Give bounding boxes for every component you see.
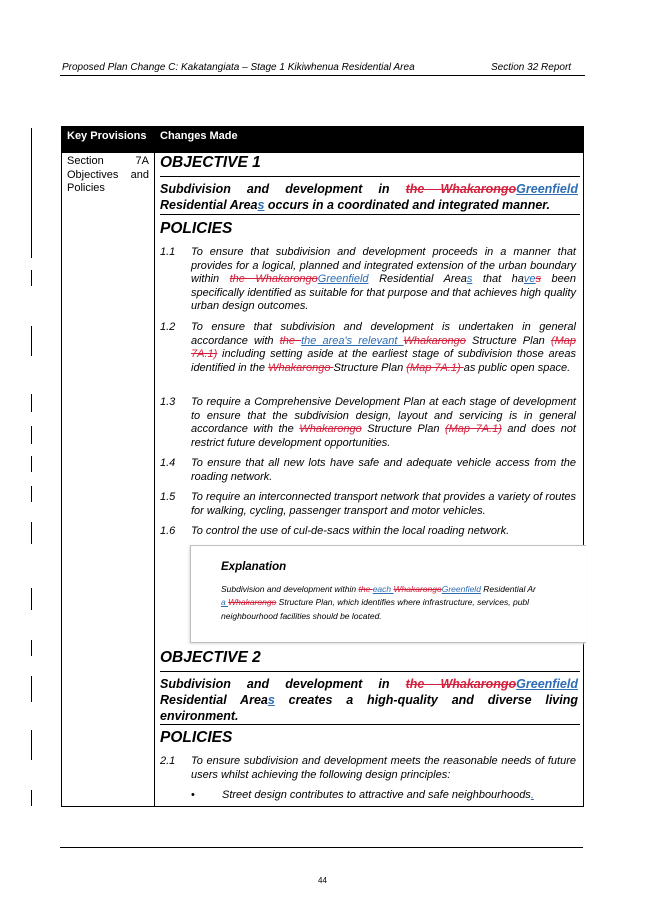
objective-1-text: Subdivision and development in the WhakarongoGreenfield Residential Areas occurs in a coordinated and integrated manner. xyxy=(160,182,578,212)
bullet-symbol: • xyxy=(191,789,195,801)
design-principle-bullet: Street design contributes to attractive and safe neighbourhoods. xyxy=(222,789,534,801)
col-header-key-provisions: Key Provisions xyxy=(62,127,154,153)
change-bar xyxy=(31,522,32,544)
change-bar xyxy=(31,588,32,610)
objective-rule xyxy=(160,724,580,725)
key-word: and xyxy=(130,168,149,181)
policy-number: 1.1 xyxy=(160,246,176,258)
header-rule xyxy=(60,75,585,76)
change-bar xyxy=(31,486,32,502)
key-provision-cell xyxy=(67,155,149,196)
policy-text: To ensure subdivision and development meets the reasonable needs of future users whilst achieving the following design principles: xyxy=(191,755,576,781)
policy-text: To control the use of cul-de-sacs within the local roading network. xyxy=(191,525,510,537)
change-bar xyxy=(31,676,32,702)
key-word: Policies xyxy=(67,182,105,194)
policy-text: To ensure that all new lots have safe and adequate vehicle access from the roading network. xyxy=(191,457,576,483)
policy-text: To require a Comprehensive Development Plan at each stage of development to ensure that the subdivision design, layout and servicing is in general accordance with the Whakarongo Structure Plan (Map 7A.1) and does not restrict future development opportunities. xyxy=(191,396,576,449)
policy-text: To ensure that subdivision and development is undertaken in general accordance with the the area's relevant Whakarongo Structure Plan (Map 7A.1) including setting aside at the earliest stage of subdivision those areas identified in the Whakarongo Structure Plan (Map 7A.1) as public open space. xyxy=(191,321,576,374)
change-bar xyxy=(31,426,32,444)
change-bar xyxy=(31,790,32,806)
change-bar xyxy=(31,456,32,472)
objective-rule xyxy=(160,671,580,672)
explanation-text: Subdivision and development within the each WhakarongoGreenfield Residential Ar a Whakarongo Structure Plan, which identifies where infrastructure, services, publ neighbourhood facilities should be located. xyxy=(221,584,536,621)
objective-1-title: OBJECTIVE 1 xyxy=(160,154,261,171)
change-bar xyxy=(31,640,32,656)
explanation-box xyxy=(190,545,586,643)
col-header-changes-made: Changes Made xyxy=(155,127,583,153)
change-bar xyxy=(31,326,32,356)
objective-rule xyxy=(160,176,580,177)
change-bar xyxy=(31,270,32,286)
objective-rule xyxy=(160,214,580,215)
policy-text: To require an interconnected transport network that provides a variety of routes for walking, cycling, passenger transport and motor vehicles. xyxy=(191,491,576,517)
policy-number: 1.5 xyxy=(160,491,176,503)
key-word: 7A xyxy=(135,155,149,167)
policy-number: 1.3 xyxy=(160,396,176,408)
page-number: 44 xyxy=(318,876,327,885)
policies-2-title: POLICIES xyxy=(160,729,233,746)
policy-text: To ensure that subdivision and development proceeds in a manner that provides for a logical, planned and integrated extension of the urban boundary within the WhakarongoGreenfield Residential Areas that haves been specifically identified as suitable for that purpose and that achieves high quality urban design outcomes. xyxy=(191,246,577,313)
policy-number: 2.1 xyxy=(160,755,176,767)
change-bar xyxy=(31,394,32,412)
footer-rule xyxy=(60,847,583,848)
header-section: Section 32 Report xyxy=(491,62,572,73)
objective-2-text: Subdivision and development in the WhakarongoGreenfield Residential Areas creates a high-quality and diverse living environment. xyxy=(160,677,579,723)
policies-1-title: POLICIES xyxy=(160,220,233,237)
change-bar xyxy=(31,128,32,258)
objective-2-title: OBJECTIVE 2 xyxy=(160,649,261,666)
key-word: Section xyxy=(67,155,104,167)
column-divider xyxy=(154,127,155,806)
header-title: Proposed Plan Change C: Kakatangiata – Stage 1 Kikiwhenua Residential Area xyxy=(62,62,415,73)
explanation-title: Explanation xyxy=(221,561,287,573)
policy-number: 1.4 xyxy=(160,457,176,469)
provisions-table xyxy=(61,126,584,807)
policy-number: 1.6 xyxy=(160,525,176,537)
key-word: Objectives xyxy=(67,168,119,181)
policy-number: 1.2 xyxy=(160,321,176,333)
change-bar xyxy=(31,730,32,760)
